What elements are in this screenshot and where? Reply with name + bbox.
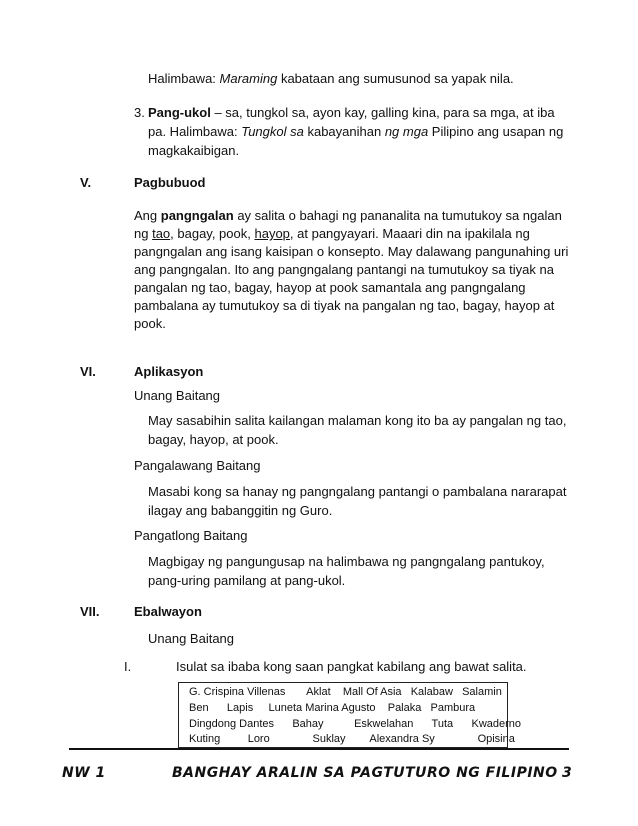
sec5-line-1 (134, 207, 574, 225)
level-2-text-1: Masabi kong sa hanay ng pangngalang pantangi o pambalana nararapat (148, 484, 567, 499)
section-5-heading: Pagbubuod (134, 175, 206, 190)
word-box-row-3: Dingdong Dantes Bahay Eskwelahan Tuta Kwaderno (189, 718, 522, 730)
item-3-l2b: kabayanihan (303, 124, 385, 139)
item-3-l2c: Pilipino ang usapan ng (428, 124, 564, 139)
item-3-term: Pang-ukol (148, 105, 211, 120)
item-3-number: 3. (134, 105, 145, 120)
sec5-p2-u2: hayop (254, 226, 290, 241)
example-prefix: Halimbawa: (148, 71, 220, 86)
example-italic: Maraming (219, 71, 278, 86)
sec5-line-3: pangngalan ang isang kaisipan o konsepto. May dalawang pangunahing uri (134, 244, 569, 259)
section-6-numeral: VI. (80, 364, 96, 379)
sec5-p2a: ng (134, 226, 153, 241)
level-1-text-2: bagay, hayop, at pook. (148, 432, 279, 447)
item-3-line1 (148, 104, 555, 122)
sec5-line-5: pangalan ng tao, bagay, hayop at pook samantala ang pangngalang (134, 280, 526, 295)
section-5-numeral: V. (80, 175, 92, 190)
item-3-l2-ital1: Tungkol sa (241, 124, 304, 139)
level-2-text-2: ilagay ang babanggitin ng Guro. (148, 503, 333, 518)
footer-title: BANGHAY ARALIN SA PAGTUTURO NG FILIPINO (172, 765, 558, 781)
sec5-line-6: pambalana ay tumutukoy sa di tiyak na pangalan ng tao, bagay, hayop at (134, 298, 555, 313)
item-3-line3: magkakaibigan. (148, 143, 240, 158)
sec5-p1-bold: pangngalan (160, 208, 234, 223)
level-3-label: Pangatlong Baitang (134, 528, 248, 543)
sec5-p1b: ay salita o bahagi ng pananalita na tumutukoy sa ngalan (233, 208, 562, 223)
item-3-def: – sa, tungkol sa, ayon kay, galling kina, para sa mga, at iba (210, 105, 555, 120)
eval-item-number: I. (124, 659, 132, 674)
level-1-text-1: May sasabihin salita kailangan malaman kong ito ba ay pangalan ng tao, (148, 413, 567, 428)
level-2-label: Pangalawang Baitang (134, 458, 261, 473)
sec5-p1a: Ang (134, 208, 161, 223)
section-7-numeral: VII. (80, 604, 100, 619)
sec5-line-2 (134, 225, 574, 243)
level-3-text-2: pang-uring pamilang at pang-ukol. (148, 573, 346, 588)
sec5-line-7: pook. (134, 316, 166, 331)
word-box-row-4: Kuting Loro Suklay Alexandra Sy Opisina (189, 733, 515, 745)
eval-level-label: Unang Baitang (148, 631, 235, 646)
section-6-heading: Aplikasyon (134, 364, 204, 379)
section-5-paragraph (134, 207, 574, 333)
sec5-line-4: ang pangngalan. Ito ang pangngalang pantangi na tumutukoy sa tiyak na (134, 262, 554, 277)
level-3-text-1: Magbigay ng pangungusap na halimbawa ng pangngalang pantukoy, (148, 554, 545, 569)
item-3-l2a: pa. Halimbawa: (148, 124, 242, 139)
item-3-l2-ital2: ng mga (384, 124, 429, 139)
footer-left-label: NW 1 (62, 765, 106, 781)
footer-rule (69, 748, 569, 750)
word-box-row-2: Ben Lapis Luneta Marina Agusto Palaka Pambura (189, 702, 476, 714)
sec5-p2b: , bagay, pook, (170, 226, 255, 241)
word-box-row-1: G. Crispina Villenas Aklat Mall Of Asia Kalabaw Salamin (189, 686, 502, 698)
word-box (178, 682, 522, 748)
section-7-heading: Ebalwayon (134, 604, 202, 619)
example-rest: kabataan ang sumusunod sa yapak nila. (277, 71, 514, 86)
eval-item-text: Isulat sa ibaba kong saan pangkat kabilang ang bawat salita. (176, 659, 527, 674)
sec5-p2c: , at pangyayari. Maaari din na ipakilala ng (289, 226, 530, 241)
example-line (148, 70, 514, 88)
footer-page-number: 3 (562, 765, 573, 781)
item-3-line2 (148, 123, 563, 141)
level-1-label: Unang Baitang (134, 388, 221, 403)
sec5-p2-u1: tao (152, 226, 171, 241)
